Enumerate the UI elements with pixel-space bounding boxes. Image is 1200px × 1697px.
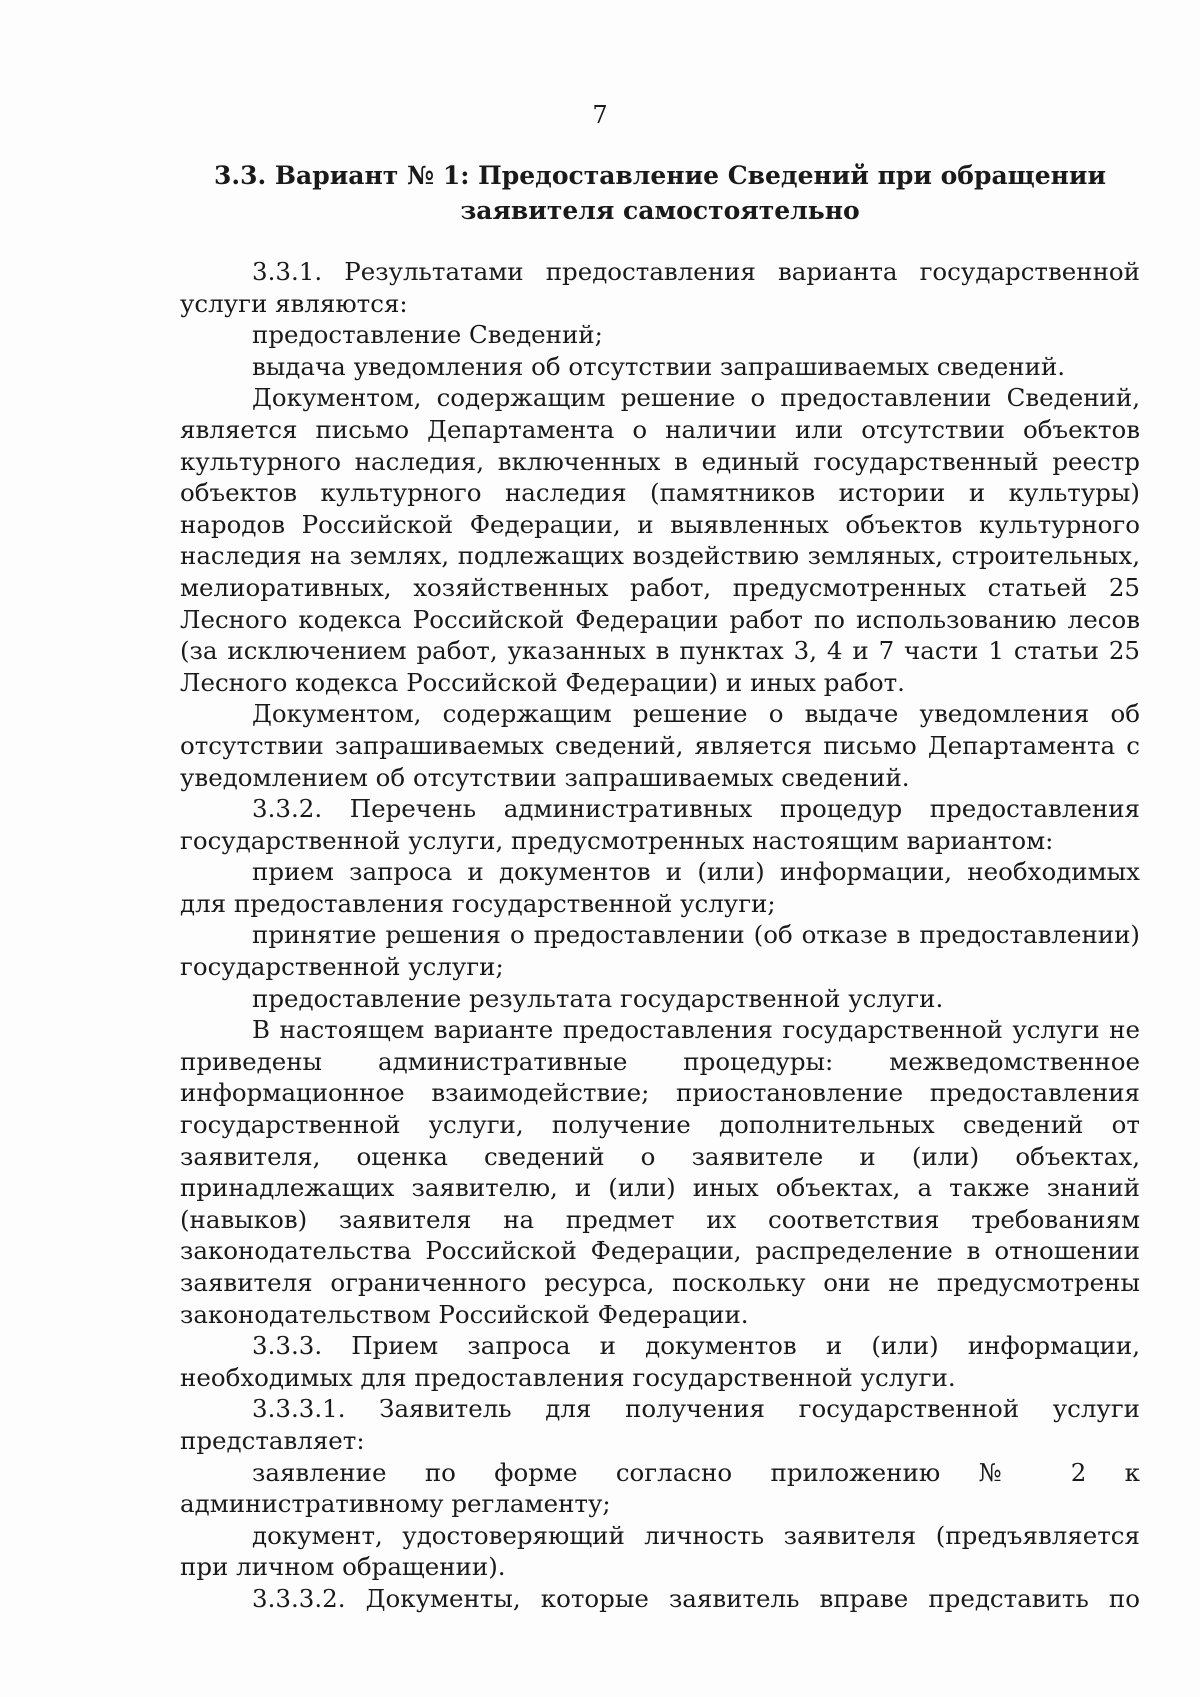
body-text	[180, 256, 1140, 1615]
paragraph: Документом, содержащим решение о выдаче уведомления об отсутствии запрашиваемых сведений, является письмо Департамента с уведомлением об отсутствии запрашиваемых сведений.	[180, 699, 1140, 792]
paragraph: 3.3.1. Результатами предоставления варианта государственной услуги являются:	[180, 257, 1140, 318]
paragraph: В настоящем варианте предоставления государственной услуги не приведены административные процедуры: межведомственное информационное взаимодействие; приостановление предоставления государственной услуги, получение дополнительных сведений от заявителя, оценка сведений о заявителе и (или) объектах, принадлежащих заявителю, и (или) иных объектах, а также знаний (навыков) заявителя на предмет их соответствия требованиям законодательства Российской Федерации, распределение в отношении заявителя ограниченного ресурса, поскольку они не предусмотрены законодательством Российской Федерации.	[180, 1015, 1140, 1329]
paragraph: прием запроса и документов и (или) информации, необходимых для предоставления государственной услуги;	[180, 857, 1140, 918]
paragraph: заявление по форме согласно приложению № 2 к административному регламенту;	[180, 1457, 1140, 1519]
paragraph: 3.3.3.1. Заявитель для получения государственной услуги представляет:	[180, 1394, 1140, 1455]
paragraph: Документом, содержащим решение о предоставлении Сведений, является письмо Департамента о наличии или отсутствии объектов культурного наследия, включенных в единый государственный реестр объектов культурного наследия (памятников истории и культуры) народов Российской Федерации, и выявленных объектов культурного наследия на землях, подлежащих воздействию земляных, строительных, мелиоративных, хозяйственных работ, предусмотренных статьей 25 Лесного кодекса Российской Федерации работ по использованию лесов (за исключением работ, указанных в пунктах 3, 4 и 7 части 1 статьи 25 Лесного кодекса Российской Федерации) и иных работ.	[180, 383, 1140, 697]
paragraph: выдача уведомления об отсутствии запрашиваемых сведений.	[252, 351, 1066, 381]
paragraph: 3.3.3. Прием запроса и документов и (или) информации, необходимых для предоставления государственной услуги.	[180, 1331, 1140, 1392]
paragraph: 3.3.3.2. Документы, которые заявитель вправе представить по	[252, 1583, 1140, 1613]
paragraph: предоставление Сведений;	[252, 320, 603, 350]
paragraph: принятие решения о предоставлении (об отказе в предоставлении) государственной услуги;	[180, 920, 1140, 982]
page-number: 7	[592, 101, 608, 129]
section-title: 3.3. Вариант № 1: Предоставление Сведений при обращении заявителя самостоятельно	[214, 161, 1106, 225]
paragraph: предоставление результата государственной услуги.	[252, 983, 944, 1013]
paragraph: документ, удостоверяющий личность заявителя (предъявляется при личном обращении).	[180, 1520, 1140, 1582]
paragraph: 3.3.2. Перечень административных процедур предоставления государственной услуги, предусмотренных настоящим вариантом:	[180, 794, 1140, 855]
